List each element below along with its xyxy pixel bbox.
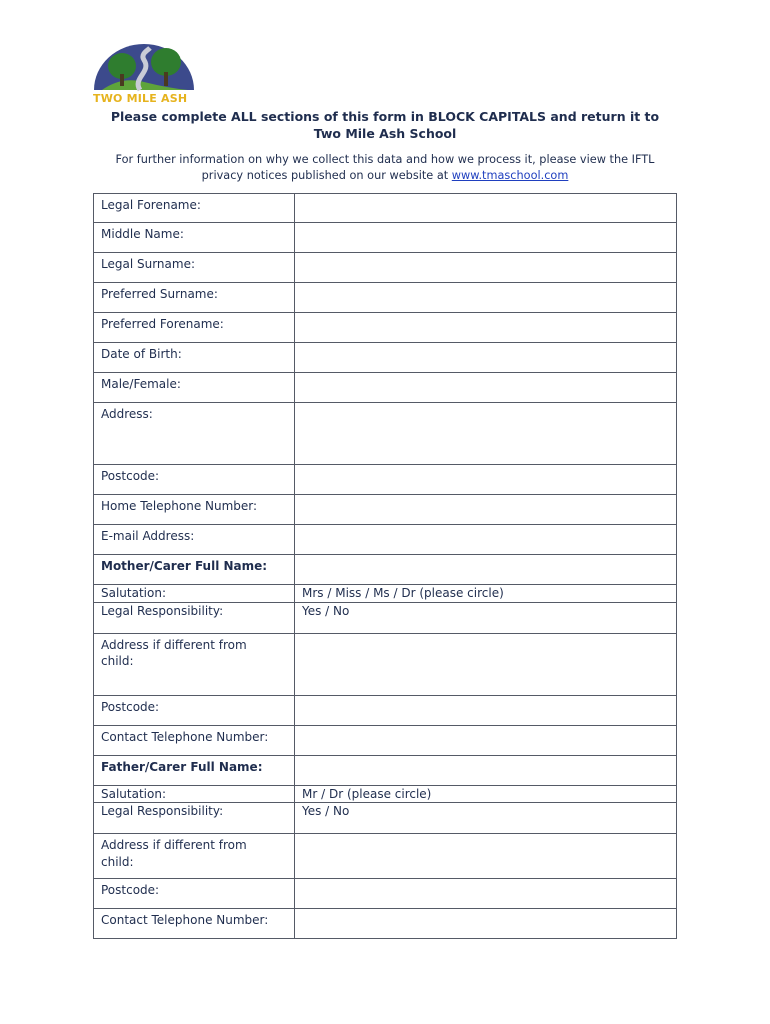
address-field[interactable] xyxy=(295,403,677,465)
father-address-label-line-2: child: xyxy=(101,854,134,869)
email-field[interactable] xyxy=(295,525,677,555)
row-father-telephone xyxy=(94,909,677,939)
row-father-responsibility xyxy=(94,803,677,834)
row-father-postcode xyxy=(94,879,677,909)
father-postcode-field[interactable] xyxy=(295,879,677,909)
date-of-birth-label: Date of Birth: xyxy=(94,343,295,373)
mother-telephone-label: Contact Telephone Number: xyxy=(94,725,295,755)
instructions-line-2: Two Mile Ash School xyxy=(313,126,457,141)
middle-name-field[interactable] xyxy=(295,223,677,253)
instructions-line-1: Please complete ALL sections of this form in BLOCK CAPITALS and return it to xyxy=(110,109,660,124)
row-email xyxy=(94,525,677,555)
father-postcode-label: Postcode: xyxy=(94,879,295,909)
middle-name-label: Middle Name: xyxy=(94,223,295,253)
preferred-surname-label: Preferred Surname: xyxy=(94,283,295,313)
mother-address-label xyxy=(94,633,295,695)
row-postcode xyxy=(94,465,677,495)
registration-form-table xyxy=(93,193,677,939)
email-label: E-mail Address: xyxy=(94,525,295,555)
mother-address-field[interactable] xyxy=(295,633,677,695)
legal-surname-label: Legal Surname: xyxy=(94,253,295,283)
legal-forename-label: Legal Forename: xyxy=(94,194,295,223)
father-telephone-field[interactable] xyxy=(295,909,677,939)
father-name-label: Father/Carer Full Name: xyxy=(94,755,295,785)
postcode-label: Postcode: xyxy=(94,465,295,495)
father-address-label xyxy=(94,834,295,879)
row-father-address xyxy=(94,834,677,879)
home-telephone-label: Home Telephone Number: xyxy=(94,495,295,525)
gender-field[interactable] xyxy=(295,373,677,403)
row-gender xyxy=(94,373,677,403)
row-legal-forename xyxy=(94,194,677,223)
mother-postcode-label: Postcode: xyxy=(94,695,295,725)
preferred-surname-field[interactable] xyxy=(295,283,677,313)
privacy-line-2 xyxy=(0,168,770,184)
preferred-forename-label: Preferred Forename: xyxy=(94,313,295,343)
privacy-notice xyxy=(0,152,770,184)
mother-salutation-options[interactable]: Mrs / Miss / Ms / Dr (please circle) xyxy=(295,585,677,603)
legal-surname-field[interactable] xyxy=(295,253,677,283)
row-middle-name xyxy=(94,223,677,253)
mother-address-label-line-2: child: xyxy=(101,654,134,668)
row-address xyxy=(94,403,677,465)
father-address-field[interactable] xyxy=(295,834,677,879)
gender-label: Male/Female: xyxy=(94,373,295,403)
mother-name-field[interactable] xyxy=(295,555,677,585)
date-of-birth-field[interactable] xyxy=(295,343,677,373)
row-mother-name xyxy=(94,555,677,585)
father-salutation-label: Salutation: xyxy=(94,785,295,803)
father-responsibility-label: Legal Responsibility: xyxy=(94,803,295,834)
mother-responsibility-label: Legal Responsibility: xyxy=(94,602,295,633)
form-instructions xyxy=(0,108,770,142)
mother-responsibility-options[interactable]: Yes / No xyxy=(295,602,677,633)
row-father-name xyxy=(94,755,677,785)
website-link[interactable]: www.tmaschool.com xyxy=(451,169,569,182)
logo-text: TWO MILE ASH xyxy=(93,92,188,105)
father-responsibility-options[interactable]: Yes / No xyxy=(295,803,677,834)
row-date-of-birth xyxy=(94,343,677,373)
father-salutation-options[interactable]: Mr / Dr (please circle) xyxy=(295,785,677,803)
row-mother-responsibility xyxy=(94,602,677,633)
preferred-forename-field[interactable] xyxy=(295,313,677,343)
row-home-telephone xyxy=(94,495,677,525)
mother-name-label: Mother/Carer Full Name: xyxy=(94,555,295,585)
row-mother-salutation xyxy=(94,585,677,603)
privacy-line-1: For further information on why we collect this data and how we process it, please view the IFTL xyxy=(115,153,655,166)
father-name-field[interactable] xyxy=(295,755,677,785)
postcode-field[interactable] xyxy=(295,465,677,495)
row-father-salutation xyxy=(94,785,677,803)
mother-salutation-label: Salutation: xyxy=(94,585,295,603)
legal-forename-field[interactable] xyxy=(295,194,677,223)
privacy-line-2-text: privacy notices published on our website at xyxy=(201,169,452,182)
mother-address-label-line-1: Address if different from xyxy=(101,637,247,652)
row-mother-address xyxy=(94,633,677,695)
home-telephone-field[interactable] xyxy=(295,495,677,525)
row-mother-postcode xyxy=(94,695,677,725)
mother-postcode-field[interactable] xyxy=(295,695,677,725)
mother-telephone-field[interactable] xyxy=(295,725,677,755)
row-preferred-forename xyxy=(94,313,677,343)
row-legal-surname xyxy=(94,253,677,283)
row-preferred-surname xyxy=(94,283,677,313)
father-telephone-label: Contact Telephone Number: xyxy=(94,909,295,939)
address-label: Address: xyxy=(94,403,295,465)
row-mother-telephone xyxy=(94,725,677,755)
father-address-label-line-1: Address if different from xyxy=(101,838,247,852)
